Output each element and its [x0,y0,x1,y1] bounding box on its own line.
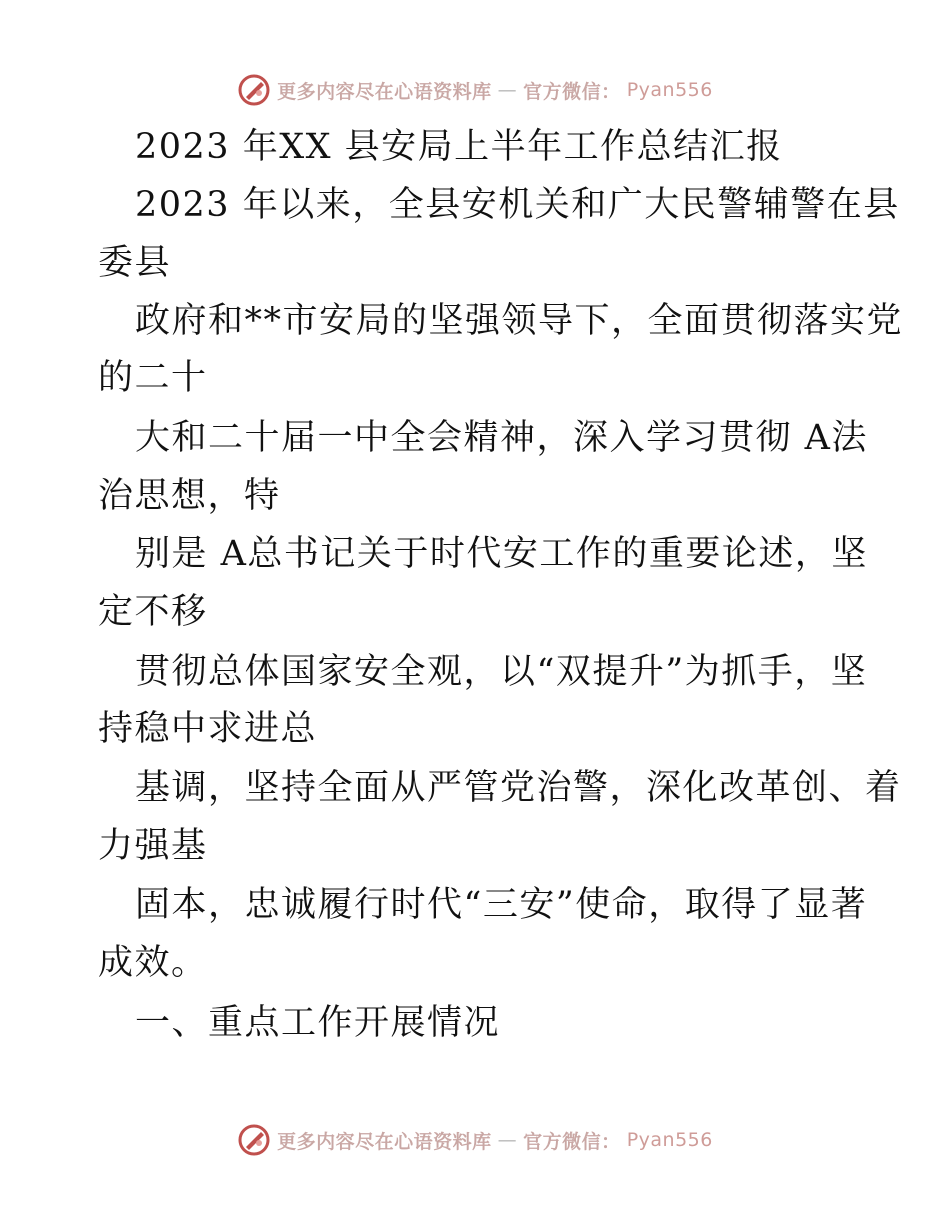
paragraph-line: 2023 年以来，全县安机关和广大民警辅警在县 [135,185,900,225]
brand-logo-icon [237,1123,271,1157]
brand-logo-icon [237,73,271,107]
watermark-dash: — [497,79,518,101]
paragraph-line: 别是 A总书记关于时代安工作的重要论述，坚 [135,534,868,574]
watermark-contact-label: 官方微信： [523,1130,621,1153]
watermark-brand: 更多内容尽在心语资料库 [277,1130,492,1153]
paragraph-line: 治思想，特 [98,476,281,516]
paragraph-line: 的二十 [98,358,208,398]
header-watermark [0,70,950,110]
paragraph-line: 固本，忠诚履行时代“三安”使命，取得了显著 [135,885,868,925]
paragraph-line: 贯彻总体国家安全观，以“双提升”为抓手，坚 [135,652,868,692]
paragraph-line: 力强基 [98,826,208,866]
watermark-dash: — [497,1129,518,1151]
paragraph-line: 大和二十届一中全会精神，深入学习贯彻 A法 [135,418,868,458]
paragraph-line: 政府和**市安局的坚强领导下，全面贯彻落实党 [135,301,904,341]
paragraph-line: 持稳中求进总 [98,709,318,749]
watermark-account: Pyan556 [626,79,713,101]
document-title: 2023 年XX 县安局上半年工作总结汇报 [135,127,783,167]
footer-watermark [0,1120,950,1160]
watermark-account: Pyan556 [626,1129,713,1151]
watermark-brand: 更多内容尽在心语资料库 [277,80,492,103]
watermark-contact-label: 官方微信： [523,80,621,103]
paragraph-line: 基调，坚持全面从严管党治警，深化改革创、着 [135,768,902,808]
paragraph-line: 定不移 [98,592,208,632]
paragraph-line: 成效。 [98,943,208,983]
section-heading: 一、重点工作开展情况 [135,1003,501,1043]
paragraph-line: 委县 [98,243,172,283]
